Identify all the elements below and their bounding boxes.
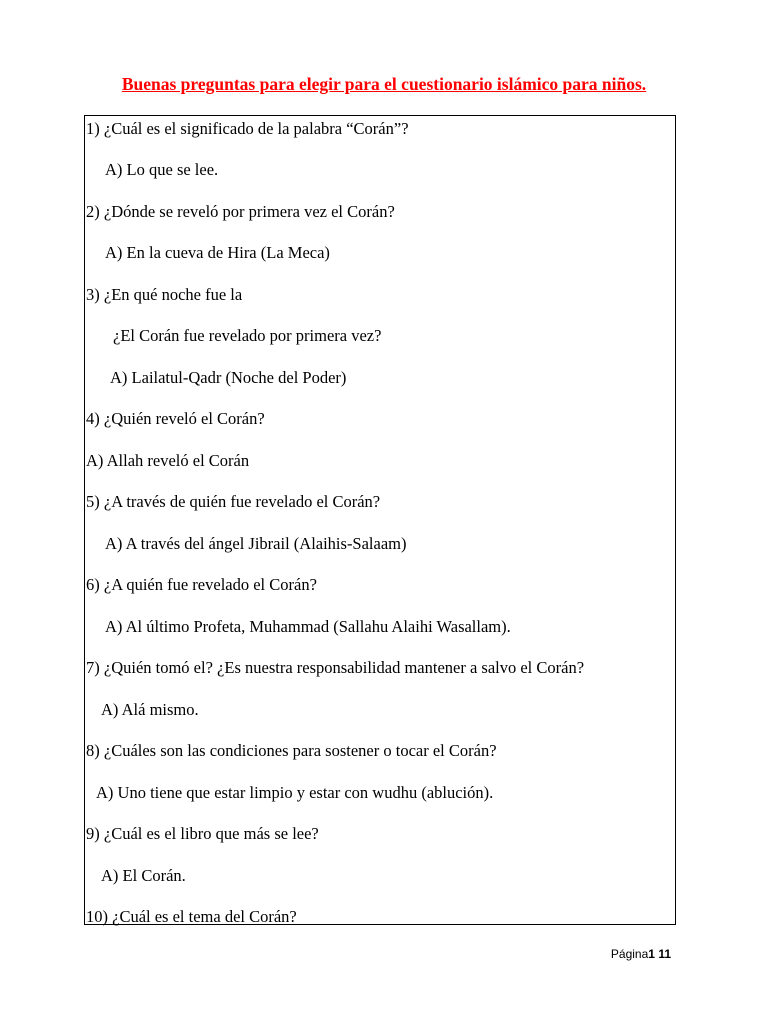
answer-7: A) Alá mismo. [101,700,199,719]
question-2: 2) ¿Dónde se reveló por primera vez el Corán? [86,202,395,221]
answer-4: A) Allah reveló el Corán [86,451,250,470]
page-total: 11 [658,947,671,961]
question-9: 9) ¿Cuál es el libro que más se lee? [86,824,319,843]
question-8: 8) ¿Cuáles son las condiciones para sostener o tocar el Corán? [86,741,497,760]
answer-3: A) Lailatul-Qadr (Noche del Poder) [110,368,347,387]
answer-9: A) El Corán. [101,866,186,885]
question-3: 3) ¿En qué noche fue la [86,285,243,304]
question-3-continued: ¿El Corán fue revelado por primera vez? [113,326,382,345]
question-4: 4) ¿Quién reveló el Corán? [86,409,265,428]
answer-8: A) Uno tiene que estar limpio y estar con wudhu (ablución). [96,783,494,802]
question-5: 5) ¿A través de quién fue revelado el Corán? [86,492,381,511]
question-1: 1) ¿Cuál es el significado de la palabra “Corán”? [86,119,409,138]
page-label: Página [610,947,649,961]
page-current: 1 [648,947,655,961]
answer-6: A) Al último Profeta, Muhammad (Sallahu Alaihi Wasallam). [105,617,511,636]
answer-2: A) En la cueva de Hira (La Meca) [105,243,330,262]
question-10: 10) ¿Cuál es el tema del Corán? [86,907,297,926]
answer-1: A) Lo que se lee. [105,160,219,179]
questions-box [84,115,676,925]
question-7: 7) ¿Quién tomó el? ¿Es nuestra responsabilidad mantener a salvo el Corán? [86,658,585,677]
answer-5: A) A través del ángel Jibrail (Alaihis-Salaam) [105,534,407,553]
page-title: Buenas preguntas para elegir para el cuestionario islámico para niños. [121,74,647,94]
page-number [611,946,671,962]
question-6: 6) ¿A quién fue revelado el Corán? [86,575,317,594]
